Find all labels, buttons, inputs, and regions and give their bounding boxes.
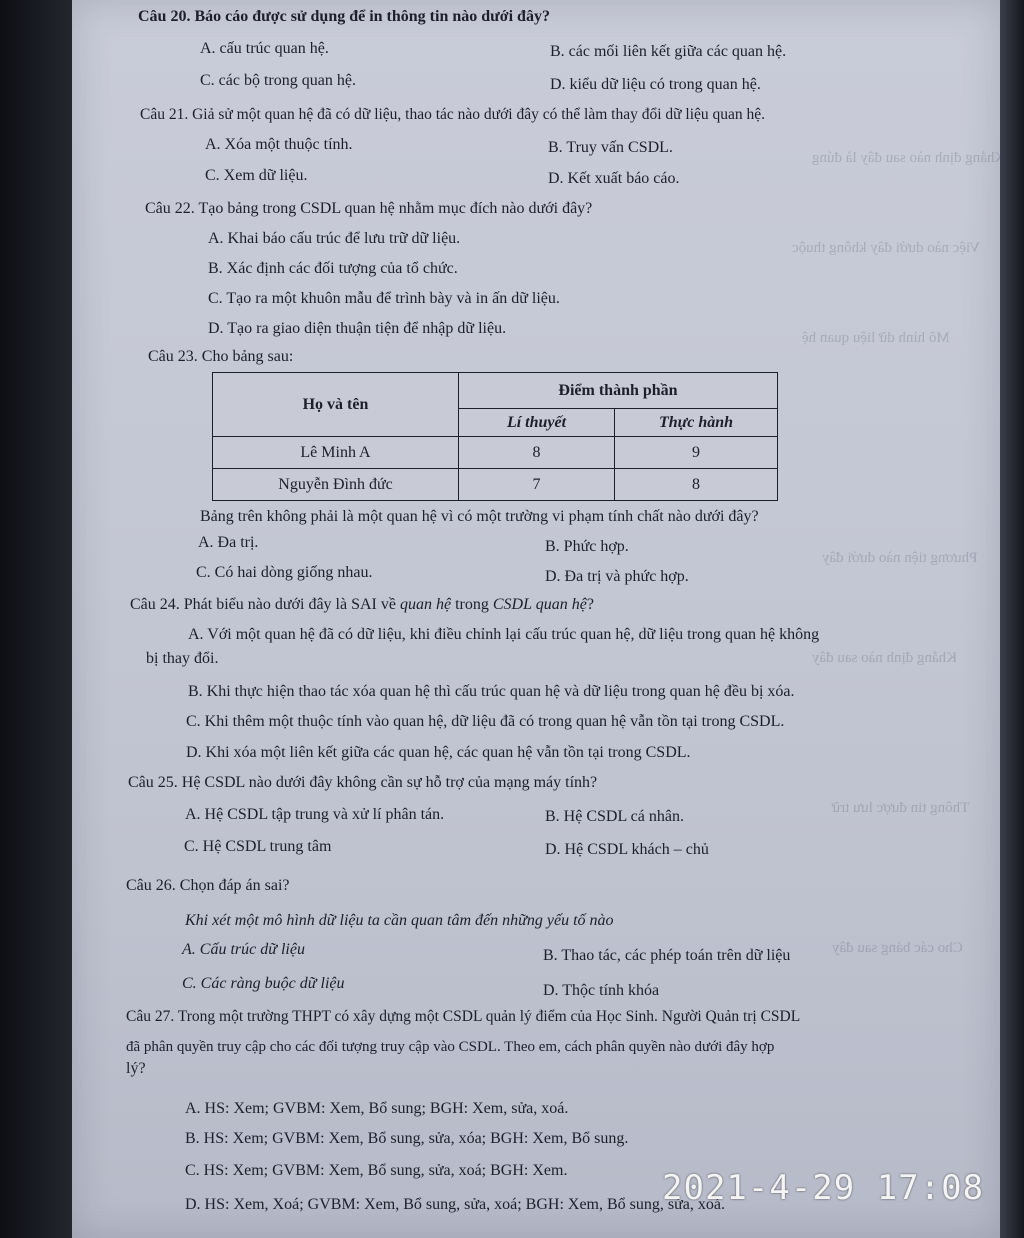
cell-practice: 9: [615, 437, 778, 469]
header-theory: Lí thuyết: [459, 409, 615, 437]
option-25-a: A. Hệ CSDL tập trung và xử lí phân tán.: [185, 806, 445, 823]
camera-timestamp: 2021-4-29 17:08: [662, 1168, 985, 1208]
question-24-mid: trong: [451, 596, 493, 613]
bleed-through-text: Cho các bảng sau đây: [832, 940, 963, 956]
question-24-italic-db: CSDL quan hệ: [492, 596, 587, 613]
option-27-b: B. HS: Xem; GVBM: Xem, Bổ sung, sửa, xóa; BGH: Xem, Bổ sung.: [185, 1130, 629, 1147]
option-24-b: B. Khi thực hiện thao tác xóa quan hệ thì cấu trúc quan hệ và dữ liệu trong quan hệ đều bị xóa.: [188, 683, 795, 700]
dark-background-left: [0, 0, 72, 1238]
option-21-c: C. Xem dữ liệu.: [205, 167, 308, 184]
cell-name: Lê Minh A: [213, 437, 459, 469]
table-row: [213, 469, 778, 501]
option-26-a: A. Cấu trúc dữ liệu: [182, 941, 305, 958]
question-20: [138, 8, 550, 26]
question-24-prefix: Câu 24. Phát biểu nào dưới đây là SAI về: [130, 596, 400, 613]
option-26-c: C. Các ràng buộc dữ liệu: [182, 975, 345, 992]
option-23-b: B. Phức hợp.: [545, 538, 629, 555]
option-23-a: A. Đa trị.: [198, 534, 259, 551]
option-24-c: C. Khi thêm một thuộc tính vào quan hệ, dữ liệu đã có trong quan hệ vẫn tồn tại trong CSDL.: [186, 713, 785, 730]
option-22-b: B. Xác định các đối tượng của tổ chức.: [208, 260, 458, 277]
question-27-stem-line1: Câu 27. Trong một trường THPT có xây dựng một CSDL quản lý điểm của Học Sinh. Người Quản trị CSDL: [126, 1008, 801, 1025]
dark-background-right: [1000, 0, 1024, 1238]
option-23-c: C. Có hai dòng giống nhau.: [196, 564, 373, 581]
score-table: [212, 372, 778, 501]
question-24-italic-relation: quan hệ: [399, 596, 452, 613]
header-component-scores: Điểm thành phần: [459, 373, 778, 409]
option-26-d: D. Thộc tính khóa: [543, 982, 660, 999]
option-21-b: B. Truy vấn CSDL.: [548, 139, 673, 156]
option-26-b: B. Thao tác, các phép toán trên dữ liệu: [543, 947, 791, 964]
bleed-through-text: Thông tin được lưu trữ: [832, 800, 970, 816]
question-24-suffix: ?: [586, 596, 594, 613]
question-23-stem: Câu 23. Cho bảng sau:: [148, 348, 294, 365]
cell-theory: 8: [459, 437, 615, 469]
cell-practice: 8: [615, 469, 778, 501]
bleed-through-text: Việc nào dưới đây không thuộc: [792, 240, 981, 256]
question-25-stem: Câu 25. Hệ CSDL nào dưới đây không cần sự hỗ trợ của mạng máy tính?: [128, 774, 598, 791]
option-27-a: A. HS: Xem; GVBM: Xem, Bổ sung; BGH: Xem, sửa, xoá.: [185, 1100, 569, 1117]
option-24-a-line1: A. Với một quan hệ đã có dữ liệu, khi điều chỉnh lại cấu trúc quan hệ, dữ liệu trong quan hệ không: [188, 626, 820, 643]
question-20-stem: Câu 20. Báo cáo được sử dụng để in thông tin nào dưới đây?: [138, 8, 550, 25]
bleed-through-text: Khẳng định nào sau đây: [812, 650, 957, 666]
option-21-a: A. Xóa một thuộc tính.: [205, 136, 353, 153]
option-25-b: B. Hệ CSDL cá nhân.: [545, 808, 684, 825]
cell-name: Nguyễn Đình đức: [213, 469, 459, 501]
option-20-a: A. cấu trúc quan hệ.: [200, 40, 329, 57]
header-name: Họ và tên: [213, 373, 459, 437]
option-27-d: D. HS: Xem, Xoá; GVBM: Xem, Bổ sung, sửa, xoá; BGH: Xem, Bổ sung, sửa, xoá.: [185, 1196, 725, 1213]
option-20-b: B. các mối liên kết giữa các quan hệ.: [550, 43, 787, 60]
table-row: [213, 437, 778, 469]
bleed-through-text: Mô hình dữ liệu quan hệ: [802, 330, 950, 346]
bleed-through-text: Khẳng định nào sau đây là đúng: [812, 150, 1006, 166]
question-22-stem: Câu 22. Tạo bảng trong CSDL quan hệ nhằm mục đích nào dưới đây?: [145, 200, 593, 217]
option-22-a: A. Khai báo cấu trúc để lưu trữ dữ liệu.: [208, 230, 461, 247]
option-25-d: D. Hệ CSDL khách – chủ: [545, 841, 709, 858]
question-26-intro: Khi xét một mô hình dữ liệu ta cần quan tâm đến những yếu tố nào: [185, 912, 614, 929]
option-20-d: D. kiểu dữ liệu có trong quan hệ.: [550, 76, 761, 93]
option-22-d: D. Tạo ra giao diện thuận tiện để nhập dữ liệu.: [208, 320, 507, 337]
option-24-d: D. Khi xóa một liên kết giữa các quan hệ, các quan hệ vẫn tồn tại trong CSDL.: [186, 744, 691, 761]
bleed-through-text: Phương tiện nào dưới đây: [822, 550, 978, 566]
question-27-stem-line2: đã phân quyền truy cập cho các đối tượng truy cập vào CSDL. Theo em, cách phân quyền nào dưới đây hợp: [126, 1039, 775, 1055]
option-24-a-line2: bị thay đổi.: [146, 650, 219, 667]
option-23-d: D. Đa trị và phức hợp.: [545, 568, 689, 585]
header-practice: Thực hành: [615, 409, 778, 437]
question-26-stem: Câu 26. Chọn đáp án sai?: [126, 877, 290, 894]
question-24-stem: [130, 596, 594, 614]
option-25-c: C. Hệ CSDL trung tâm: [184, 838, 332, 855]
question-23-text: Bảng trên không phải là một quan hệ vì có một trường vi phạm tính chất nào dưới đây?: [200, 508, 759, 525]
question-21-stem: Câu 21. Giả sử một quan hệ đã có dữ liệu, thao tác nào dưới đây có thể làm thay đổi dữ liệu quan hệ.: [140, 106, 766, 123]
option-27-c: C. HS: Xem; GVBM: Xem, Bổ sung, sửa, xoá; BGH: Xem.: [185, 1162, 568, 1179]
option-22-c: C. Tạo ra một khuôn mẫu để trình bày và in ấn dữ liệu.: [208, 290, 560, 307]
question-27-stem-line3: lý?: [126, 1060, 146, 1077]
option-21-d: D. Kết xuất báo cáo.: [548, 170, 680, 187]
option-20-c: C. các bộ trong quan hệ.: [200, 72, 356, 89]
cell-theory: 7: [459, 469, 615, 501]
